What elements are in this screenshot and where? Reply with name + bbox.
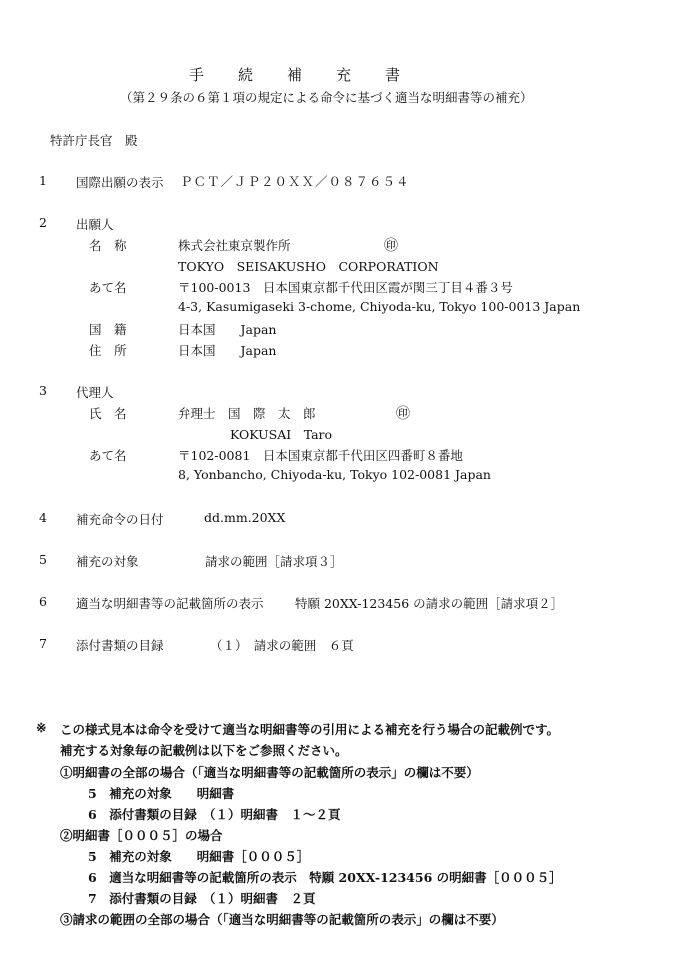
item-number: 3: [39, 383, 47, 398]
attached-documents: （１） 請求の範囲 ６頁: [210, 638, 354, 653]
case-2-title: ②明細書［０００５］の場合: [60, 828, 223, 843]
document-title: 手続補充書: [189, 66, 435, 84]
applicant-nationality: 日本国 Japan: [178, 322, 277, 337]
case-2-line: 5 補充の対象 明細書［０００５］: [88, 849, 310, 864]
item-label: 補充の対象: [76, 554, 139, 569]
addressee: 特許庁長官 殿: [50, 133, 138, 148]
item-number: 6: [39, 594, 47, 609]
agent-address-en: 8, Yonbancho, Chiyoda-ku, Tokyo 102-0081 Japan: [178, 467, 491, 482]
item-number: 7: [39, 636, 47, 651]
applicant-residence: 日本国 Japan: [178, 343, 277, 358]
agent-address-label: あて名: [89, 448, 127, 463]
agent-seal: ㊞: [396, 406, 410, 422]
applicant-name-jp: 株式会社東京製作所: [178, 238, 291, 253]
item-number: 4: [39, 510, 47, 525]
item-label: 適当な明細書等の記載箇所の表示: [76, 596, 264, 611]
note-mark: ※: [36, 720, 47, 735]
agent-name-jp: 弁理士 国 際 太 郎: [178, 406, 316, 421]
document-subtitle: （第２９条の６第１項の規定による命令に基づく適当な明細書等の補充）: [120, 90, 533, 105]
order-date: dd.mm.20XX: [204, 510, 286, 525]
applicant-name-label: 名 称: [89, 238, 127, 253]
item-number: 2: [39, 215, 47, 230]
item-label: 出願人: [76, 217, 114, 232]
applicant-address-label: あて名: [89, 280, 127, 295]
item-number: 1: [39, 173, 47, 188]
applicant-nationality-label: 国 籍: [89, 322, 127, 337]
case-1-title: ①明細書の全部の場合（「適当な明細書等の記載箇所の表示」の欄は不要）: [60, 765, 479, 780]
agent-name-label: 氏 名: [89, 406, 127, 421]
case-2-line: 7 添付書類の目録 （１）明細書 ２頁: [88, 891, 316, 906]
note-line-2: 補充する対象毎の記載例は以下をご参照ください。: [60, 743, 348, 758]
description-location: 特願 20XX-123456 の請求の範囲［請求項２］: [295, 596, 564, 611]
item-number: 5: [39, 552, 47, 567]
item-label: 国際出願の表示: [76, 175, 164, 190]
applicant-address-en: 4-3, Kasumigaseki 3-chome, Chiyoda-ku, Tokyo 100-0013 Japan: [178, 299, 581, 314]
agent-name-en: KOKUSAI Taro: [230, 427, 333, 442]
case-1-line: 5 補充の対象 明細書: [88, 786, 235, 801]
item-label: 補充命令の日付: [76, 512, 164, 527]
case-2-line: 6 適当な明細書等の記載箇所の表示 特願 20XX-123456 の明細書［０００５］: [88, 870, 562, 885]
supplement-target: 請求の範囲［請求項３］: [205, 554, 343, 569]
applicant-address-jp: 〒100-0013 日本国東京都千代田区霞が関三丁目４番３号: [178, 280, 513, 295]
case-1-line: 6 添付書類の目録 （１）明細書 １～２頁: [88, 807, 341, 822]
case-3-title: ③請求の範囲の全部の場合（「適当な明細書等の記載箇所の表示」の欄は不要）: [60, 912, 504, 927]
international-application-number: ＰＣＴ／ＪＰ２０ＸＸ／０８７６５４: [180, 174, 410, 189]
applicant-seal: ㊞: [384, 238, 398, 254]
item-label: 添付書類の目録: [76, 638, 164, 653]
applicant-name-en: TOKYO SEISAKUSHO CORPORATION: [178, 259, 439, 274]
agent-address-jp: 〒102-0081 日本国東京都千代田区四番町８番地: [178, 448, 463, 463]
applicant-residence-label: 住 所: [89, 343, 127, 358]
item-label: 代理人: [76, 385, 114, 400]
note-line-1: この様式見本は命令を受けて適当な明細書等の引用による補充を行う場合の記載例です。: [60, 722, 560, 737]
